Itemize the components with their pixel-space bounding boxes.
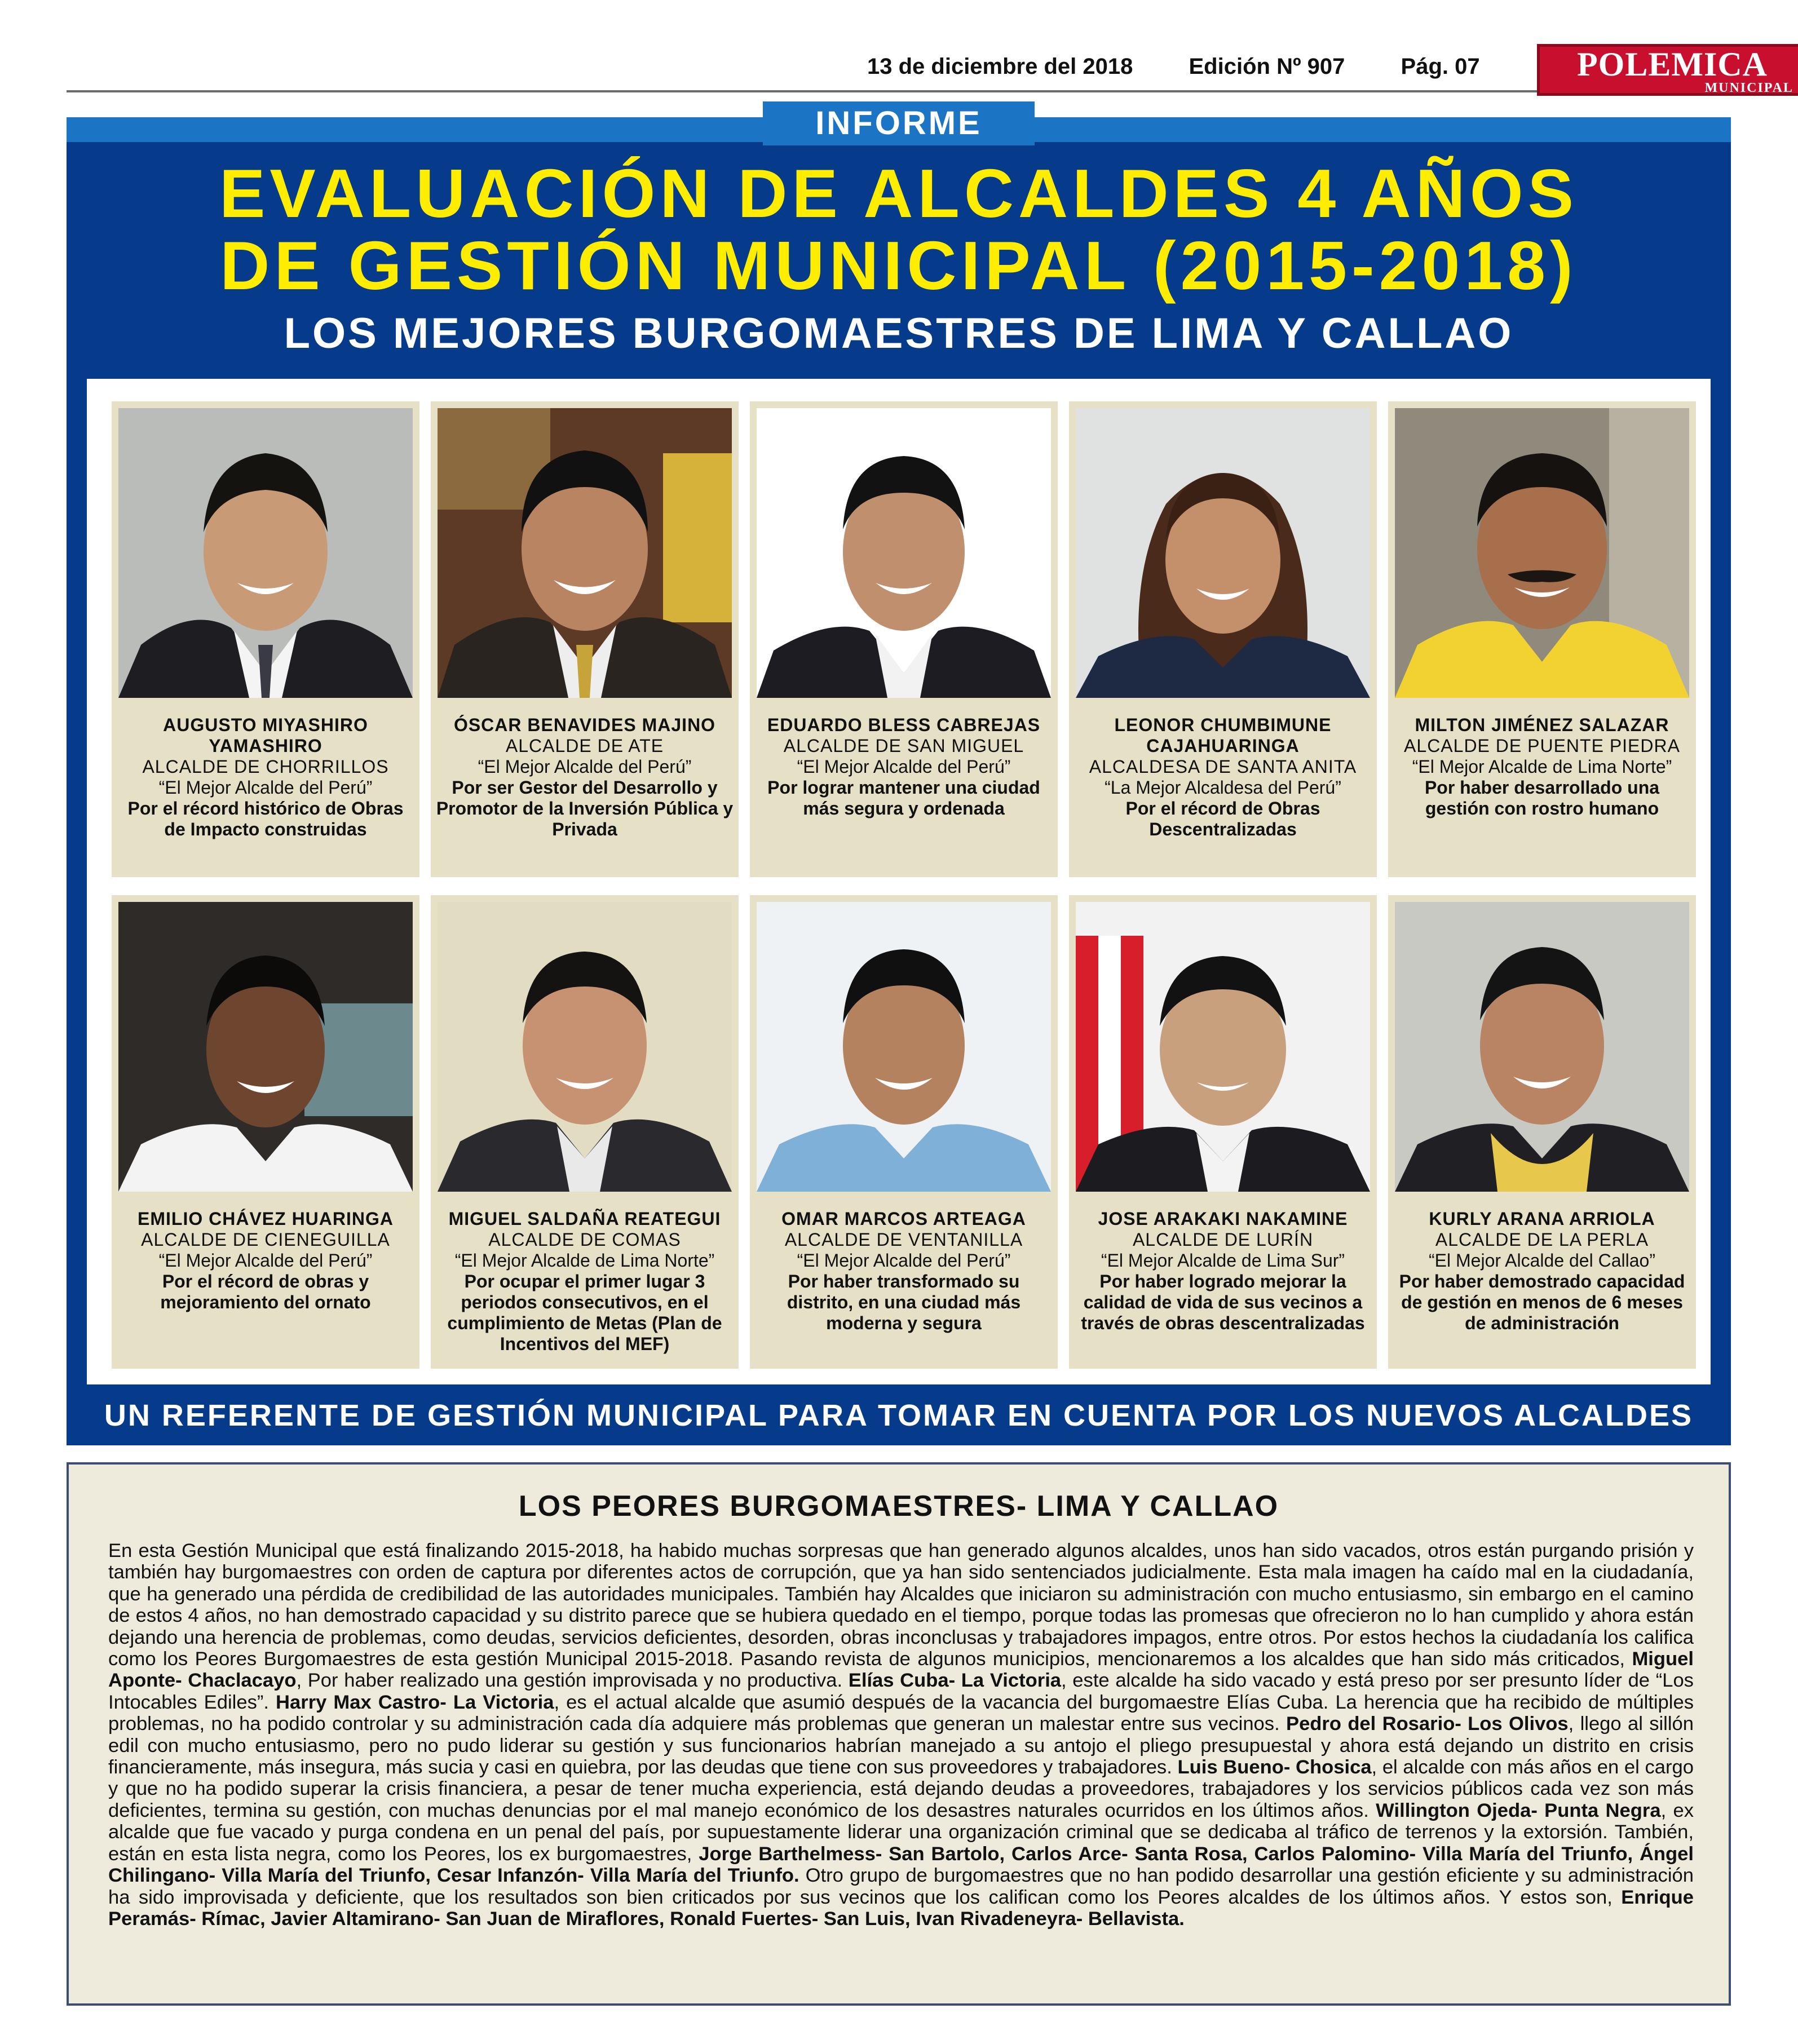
- article-highlight: Jorge Barthelmess- San Bartolo, Carlos Arce- Santa Rosa, Carlos Palomino- Villa María del Triunfo, Ángel Chilingano- Villa María del Triunfo, Cesar Infanzón- Villa María del Triunfo.: [108, 1843, 1694, 1887]
- article-title: LOS PEORES BURGOMAESTRES- LIMA Y CALLAO: [518, 1490, 1279, 1523]
- mayor-photo: [118, 902, 413, 1192]
- mayor-photo: [757, 408, 1051, 698]
- mayor-reason: Por el récord histórico de Obras de Impacto construidas: [127, 798, 404, 839]
- mayor-district: ALCALDE DE CHORRILLOS: [142, 756, 389, 777]
- mayor-caption: [1072, 715, 1373, 840]
- header-rule: [67, 90, 1731, 92]
- article-highlight: Luis Bueno- Chosica: [1177, 1757, 1372, 1778]
- polemica-municipal-logo: [1537, 44, 1798, 96]
- mayor-distinction: “El Mejor Alcalde del Perú”: [797, 1250, 1011, 1271]
- mayor-reason: Por ocupar el primer lugar 3 periodos consecutivos, en el cumplimiento de Metas (Plan de Incentivos del MEF): [447, 1271, 722, 1354]
- mayor-district: ALCALDE DE LURÍN: [1132, 1229, 1314, 1250]
- mayor-photo: [757, 902, 1051, 1192]
- mayor-reason: Por haber desarrollado una gestión con rostro humano: [1424, 777, 1660, 819]
- mayor-card: [1069, 401, 1377, 877]
- mayor-distinction: “El Mejor Alcalde del Perú”: [478, 756, 692, 777]
- article-text: , llego al sillón edil con mucho entusiasmo, pero no pudo liderar su gestión y sus funcionarios habrían manejado a su antojo el pliego presupuestal y ahora está dejando un distrito en crisis financieramente, más insegura, más sucia y casi en quiebra, por las deudas que tiene con sus proveedores y trabajadores.: [108, 1713, 1694, 1778]
- mayor-district: ALCALDE DE LA PERLA: [1435, 1229, 1649, 1250]
- mayor-distinction: “El Mejor Alcalde del Perú”: [158, 777, 373, 798]
- article-text: Otro grupo de burgomaestres que no han podido desarrollar una gestión eficiente y su administración ha sido improvisada y deficiente, que los resultados son bien criticados por sus vecinos que los califican como los Peores alcaldes de los últimos años. Y estos son,: [108, 1865, 1694, 1908]
- mayor-caption: [753, 715, 1054, 819]
- mayor-photo: [438, 408, 732, 698]
- article-highlight: Willington Ojeda- Punta Negra: [1376, 1799, 1661, 1821]
- mayor-card: [112, 401, 419, 877]
- mayors-grid: [87, 379, 1711, 1384]
- mayor-reason: Por el récord de Obras Descentralizadas: [1125, 798, 1320, 839]
- mayor-photo: [1395, 408, 1689, 698]
- mayor-district: ALCALDE DE ATE: [505, 736, 664, 756]
- mayor-card: [750, 895, 1058, 1369]
- article-highlight: Pedro del Rosario- Los Olivos: [1286, 1713, 1569, 1735]
- feature-block: [67, 105, 1731, 1445]
- mayor-name: OMAR MARCOS ARTEAGA: [781, 1209, 1026, 1229]
- article-body: [108, 1540, 1694, 1930]
- mayor-reason: Por el récord de obras y mejoramiento del ornato: [160, 1271, 371, 1312]
- mayor-caption: [434, 1209, 735, 1355]
- mayor-reason: Por ser Gestor del Desarrollo y Promotor de la Inversión Pública y Privada: [436, 777, 734, 839]
- mayor-card: [431, 895, 739, 1369]
- mayor-caption: [1072, 1209, 1373, 1334]
- article-text: En esta Gestión Municipal que está finalizando 2015-2018, ha habido muchas sorpresas que han generado algunos alcaldes, unos han sido vacados, otros están purgando prisión y también hay burgomaestres con orden de captura por diferentes actos de corrupción, que ya han sido sentenciados judicialmente. Esta mala imagen ha caído mal en la ciudadanía, que ha generado una pérdida de credibilidad de las autoridades municipales. También hay Alcaldes que iniciaron su administración con mucho entusiasmo, sin embargo en el camino de estos 4 años, no han demostrado capacidad y su distrito parece que se hubiera quedado en el tiempo, porque todas las promesas que ofrecieron no lo han cumplido y ahora están dejando una herencia de problemas, como deudas, servicios deficientes, desorden, obras inconclusas y trabajadores impagos, entre otros. Por estos hechos la ciudadanía los califica como los Peores Burgomaestres de esta gestión Municipal 2015-2018. Pasando revista de algunos municipios, mencionaremos a los alcaldes que han sido más criticados,: [108, 1540, 1694, 1670]
- page-header: [67, 44, 1793, 95]
- feature-subtitle: LOS MEJORES BURGOMAESTRES DE LIMA Y CALLAO: [284, 309, 1514, 357]
- article-highlight: Harry Max Castro- La Victoria: [276, 1691, 554, 1713]
- mayor-name: MIGUEL SALDAÑA REATEGUI: [448, 1209, 721, 1229]
- mayor-distinction: “El Mejor Alcalde de Lima Sur”: [1101, 1250, 1345, 1271]
- mayor-card: [112, 895, 419, 1369]
- mayor-name: JOSE ARAKAKI NAKAMINE: [1098, 1209, 1348, 1229]
- mayor-name: KURLY ARANA ARRIOLA: [1429, 1209, 1655, 1229]
- mayor-photo: [1076, 408, 1370, 698]
- mayor-caption: [1391, 1209, 1693, 1334]
- mayor-card: [1388, 895, 1696, 1369]
- article-text: , el alcalde con más años en el cargo y que no ha podido superar la crisis financiera, a pesar de tener mucha experiencia, está dejando deudas a proveedores, trabajadores y los servicios públicos cada vez son más deficientes, termina su gestión, con muchas denuncias por el mal manejo económico de los desastres naturales ocurridos en los últimos años.: [108, 1757, 1694, 1821]
- mayor-name: MILTON JIMÉNEZ SALAZAR: [1415, 715, 1669, 735]
- article-text: , ex alcalde que fue vacado y purga condena en un penal del país, por supuestamente liderar una organización criminal que se dedicaba al tráfico de terrenos y la extorsión. También, están en esta lista negra, como los Peores, los ex burgomaestres,: [108, 1799, 1694, 1865]
- mayor-card: [1069, 895, 1377, 1369]
- article-text: , es el actual alcalde que asumió después de la vacancia del burgomaestre Elías Cuba. La herencia que ha recibido de múltiples problemas, no ha podido controlar y su administración cada día adquiere más problemas que generan un malestar entre sus vecinos.: [108, 1691, 1694, 1735]
- mayor-district: ALCALDE DE PUENTE PIEDRA: [1404, 736, 1680, 756]
- mayor-name: ÓSCAR BENAVIDES MAJINO: [453, 715, 716, 735]
- mayor-district: ALCALDE DE SAN MIGUEL: [783, 736, 1024, 756]
- mayor-card: [750, 401, 1058, 877]
- mayor-photo: [1076, 902, 1370, 1192]
- mayor-card: [1388, 401, 1696, 877]
- mayor-caption: [1391, 715, 1693, 819]
- headline-line-2: DE GESTIÓN MUNICIPAL (2015-2018): [220, 227, 1578, 304]
- mayor-district: ALCALDE DE COMAS: [488, 1229, 681, 1250]
- article-text: , Por haber realizado una gestión improvisada y no productiva.: [296, 1670, 849, 1692]
- mayor-reason: Por haber demostrado capacidad de gestión en menos de 6 meses de administración: [1399, 1271, 1685, 1333]
- mayor-card: [431, 401, 739, 877]
- article-box: [67, 1462, 1731, 2006]
- mayor-name: LEONOR CHUMBIMUNE CAJAHUARINGA: [1114, 715, 1332, 756]
- mayor-distinction: “La Mejor Alcaldesa del Perú”: [1105, 777, 1341, 798]
- mayor-name: AUGUSTO MIYASHIRO YAMASHIRO: [163, 715, 368, 756]
- feature-footer: UN REFERENTE DE GESTIÓN MUNICIPAL PARA TOMAR EN CUENTA POR LOS NUEVOS ALCALDES: [104, 1399, 1694, 1432]
- mayor-name: EMILIO CHÁVEZ HUARINGA: [138, 1209, 394, 1229]
- mayor-distinction: “El Mejor Alcalde del Perú”: [797, 756, 1011, 777]
- mayor-photo: [1395, 902, 1689, 1192]
- issue-edition: Edición Nº 907: [1189, 54, 1345, 79]
- mayor-name: EDUARDO BLESS CABREJAS: [767, 715, 1041, 735]
- section-tab-informe: INFORME: [763, 101, 1035, 145]
- issue-date: 13 de diciembre del 2018: [867, 54, 1133, 79]
- article-text: , este alcalde ha sido vacado y está preso por ser presunto líder de “Los Intocables Ediles”.: [108, 1670, 1694, 1713]
- mayor-district: ALCALDE DE CIENEGUILLA: [141, 1229, 390, 1250]
- mayor-reason: Por lograr mantener una ciudad más segura y ordenada: [767, 777, 1040, 819]
- mayor-caption: [434, 715, 735, 840]
- mayor-district: ALCALDESA DE SANTA ANITA: [1089, 756, 1357, 777]
- mayor-caption: [115, 715, 416, 840]
- article-highlight: Enrique Peramás- Rímac, Javier Altamirano- San Juan de Miraflores, Ronald Fuertes- San Luis, Ivan Rivadeneyra- Bellavista.: [108, 1886, 1694, 1930]
- mayor-distinction: “El Mejor Alcalde del Perú”: [158, 1250, 373, 1271]
- mayor-distinction: “El Mejor Alcalde de Lima Norte”: [1412, 756, 1672, 777]
- mayor-reason: Por haber logrado mejorar la calidad de vida de sus vecinos a través de obras descentralizadas: [1081, 1271, 1365, 1333]
- article-highlight: Miguel Aponte- Chaclacayo: [108, 1648, 1694, 1692]
- mayor-caption: [753, 1209, 1054, 1334]
- mayor-reason: Por haber transformado su distrito, en una ciudad más moderna y segura: [787, 1271, 1021, 1333]
- article-highlight: Elías Cuba- La Victoria: [848, 1670, 1062, 1692]
- logo-top-text: POLEMICA: [1577, 46, 1768, 83]
- issue-page: Pág. 07: [1401, 54, 1480, 79]
- issue-info: [867, 54, 1480, 79]
- mayor-photo: [438, 902, 732, 1192]
- mayor-district: ALCALDE DE VENTANILLA: [784, 1229, 1023, 1250]
- logo-bottom-text: MUNICIPAL: [1704, 81, 1793, 95]
- mayor-caption: [115, 1209, 416, 1313]
- mayor-photo: [118, 408, 413, 698]
- mayor-distinction: “El Mejor Alcalde de Lima Norte”: [454, 1250, 715, 1271]
- mayor-distinction: “El Mejor Alcalde del Callao”: [1429, 1250, 1655, 1271]
- headline-line-1: EVALUACIÓN DE ALCALDES 4 AÑOS: [219, 155, 1579, 232]
